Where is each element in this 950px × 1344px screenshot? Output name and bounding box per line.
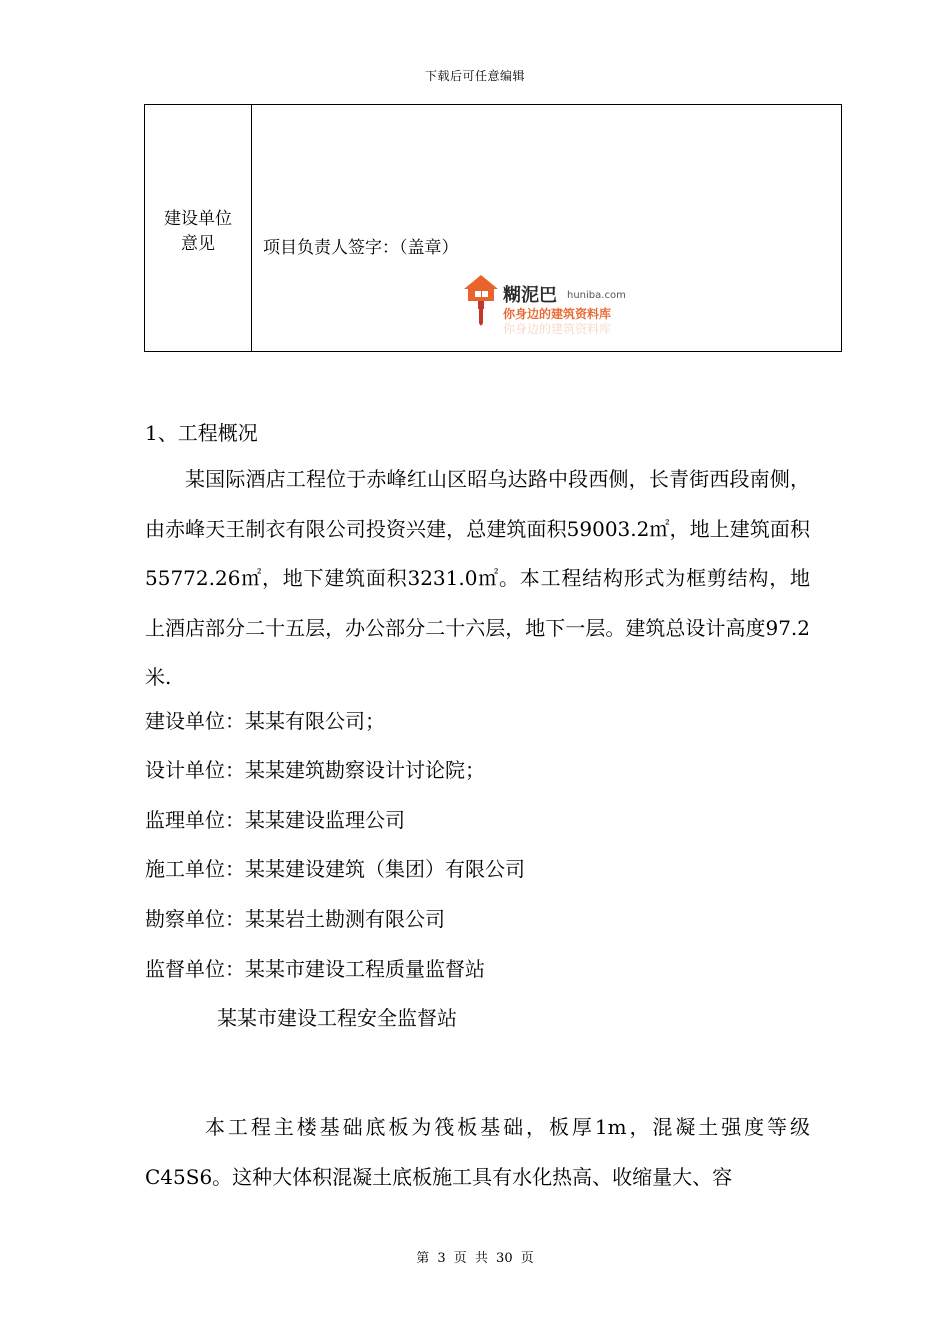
intro-paragraph: 某国际酒店工程位于赤峰红山区昭乌达路中段西侧，长青街西段南侧，由赤峰天王制衣有限公司投资兴建，总建筑面积59003.2㎡，地上建筑面积55772.26㎡，地下建筑面积3231.0㎡。本工程结构形式为框剪结构，地上酒店部分二十五层，办公部分二十六层，地下一层。建筑总设计高度97.2米. xyxy=(145,467,810,689)
label-line-1: 建设单位 xyxy=(164,209,232,229)
opinion-table xyxy=(144,104,842,352)
logo-brand: 糊泥巴 xyxy=(503,285,557,306)
logo-domain: huniba.com xyxy=(567,290,626,301)
unit-line: 设计单位：某某建筑勘察设计讨论院； xyxy=(145,758,485,782)
page-footer: 第 3 页 共 30 页 xyxy=(416,1251,534,1266)
logo-slogan: 你身边的建筑资料库 xyxy=(503,307,612,321)
signature-line: 项目负责人签字：（盖章） xyxy=(263,238,459,258)
section-heading: 1、工程概况 xyxy=(145,421,258,445)
unit-line: 监督单位：某某市建设工程质量监督站 xyxy=(145,957,485,981)
unit-line: 监理单位：某某建设监理公司 xyxy=(145,808,405,832)
logo-slogan-reflection: 你身边的建筑资料库 xyxy=(503,322,612,336)
label-text xyxy=(164,207,232,257)
unit-line: 施工单位：某某建设建筑（集团）有限公司 xyxy=(145,857,525,881)
label-cell xyxy=(145,105,252,351)
unit-line: 建设单位：某某有限公司； xyxy=(145,709,385,733)
header-note: 下载后可任意编辑 xyxy=(424,69,525,83)
house-brush-icon xyxy=(461,271,501,329)
unit-line: 勘察单位：某某岩土勘测有限公司 xyxy=(145,907,445,931)
label-line-2: 意见 xyxy=(181,234,215,254)
foundation-paragraph: 本工程主楼基础底板为筏板基础，板厚1m，混凝土强度等级C45S6。这种大体积混凝土底板施工具有水化热高、收缩量大、容 xyxy=(145,1115,810,1189)
huniba-logo xyxy=(461,271,636,336)
unit-line-continued: 某某市建设工程安全监督站 xyxy=(217,1006,457,1030)
